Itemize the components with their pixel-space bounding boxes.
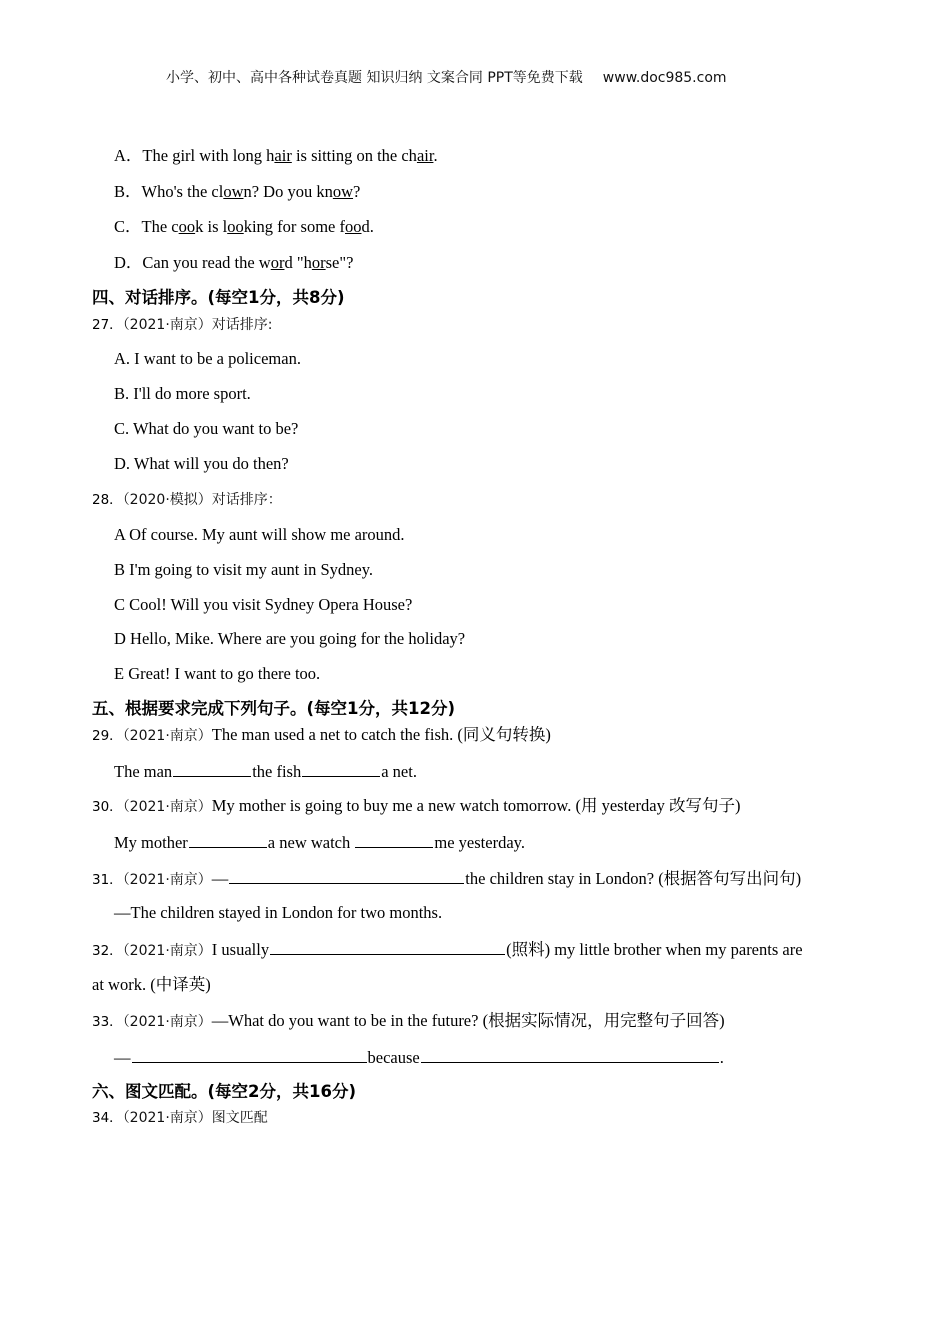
answer-blank[interactable] (355, 831, 433, 848)
page-header (166, 68, 727, 88)
question-27: 27．（2021·南京）对话排序: (92, 317, 273, 333)
q28-item: B I'm going to visit my aunt in Sydney. (114, 560, 374, 579)
answer-blank[interactable] (421, 1046, 719, 1063)
section-6-title: 六、图文匹配。(每空2分，共16分) (92, 1082, 357, 1101)
q30-answer-line: My mother a new watch me yesterday. (114, 833, 525, 852)
option-b: B．Who's the clown? Do you know? (114, 182, 361, 201)
question-34: 34．（2021·南京）图文匹配 (92, 1110, 268, 1126)
q28-item: C Cool! Will you visit Sydney Opera House? (114, 595, 413, 614)
q29-answer-line: The man the fish a net. (114, 762, 417, 781)
q27-item: A. I want to be a policeman. (114, 349, 301, 368)
question-29: 29．（2021·南京）The man used a net to catch the fish. (同义句转换) (92, 725, 551, 744)
option-d: D．Can you read the word "horse"? (114, 253, 354, 272)
question-28: 28．（2020·模拟）对话排序： (92, 492, 282, 508)
question-32: 32．（2021·南京）I usually (照料) my little brother when my parents are (92, 940, 803, 959)
header-text: 小学、初中、高中各种试卷真题 知识归纳 文案合同 PPT等免费下载 (166, 70, 583, 86)
answer-blank[interactable] (173, 760, 251, 777)
header-site: www.doc985.com (602, 70, 727, 86)
option-a: A．The girl with long hair is sitting on the chair. (114, 146, 438, 165)
q28-item: A Of course. My aunt will show me around. (114, 525, 405, 544)
answer-blank[interactable] (189, 831, 267, 848)
answer-blank[interactable] (270, 938, 505, 955)
answer-blank[interactable] (302, 760, 380, 777)
question-30: 30．（2021·南京）My mother is going to buy me a new watch tomorrow. (用 yesterday 改写句子) (92, 796, 741, 815)
q27-item: D. What will you do then? (114, 454, 289, 473)
q27-item: C. What do you want to be? (114, 419, 299, 438)
section-5-title: 五、根据要求完成下列句子。(每空1分，共12分) (92, 699, 456, 718)
q33-answer-line: — because . (114, 1048, 724, 1067)
q27-item: B. I'll do more sport. (114, 384, 251, 403)
answer-blank[interactable] (229, 867, 464, 884)
section-4-title: 四、对话排序。(每空1分，共8分) (92, 288, 345, 307)
question-33: 33．（2021·南京）—What do you want to be in the future? (根据实际情况，用完整句子回答) (92, 1011, 725, 1030)
option-c: C．The cook is looking for some food. (114, 217, 374, 236)
question-31: 31．（2021·南京）— the children stay in London? (根据答句写出问句) (92, 869, 802, 888)
answer-blank[interactable] (132, 1046, 367, 1063)
q28-item: D Hello, Mike. Where are you going for the holiday? (114, 629, 466, 648)
q28-item: E Great! I want to go there too. (114, 664, 321, 683)
q32-continuation: at work. (中译英) (92, 975, 211, 994)
q31-answer: —The children stayed in London for two months. (114, 903, 443, 922)
